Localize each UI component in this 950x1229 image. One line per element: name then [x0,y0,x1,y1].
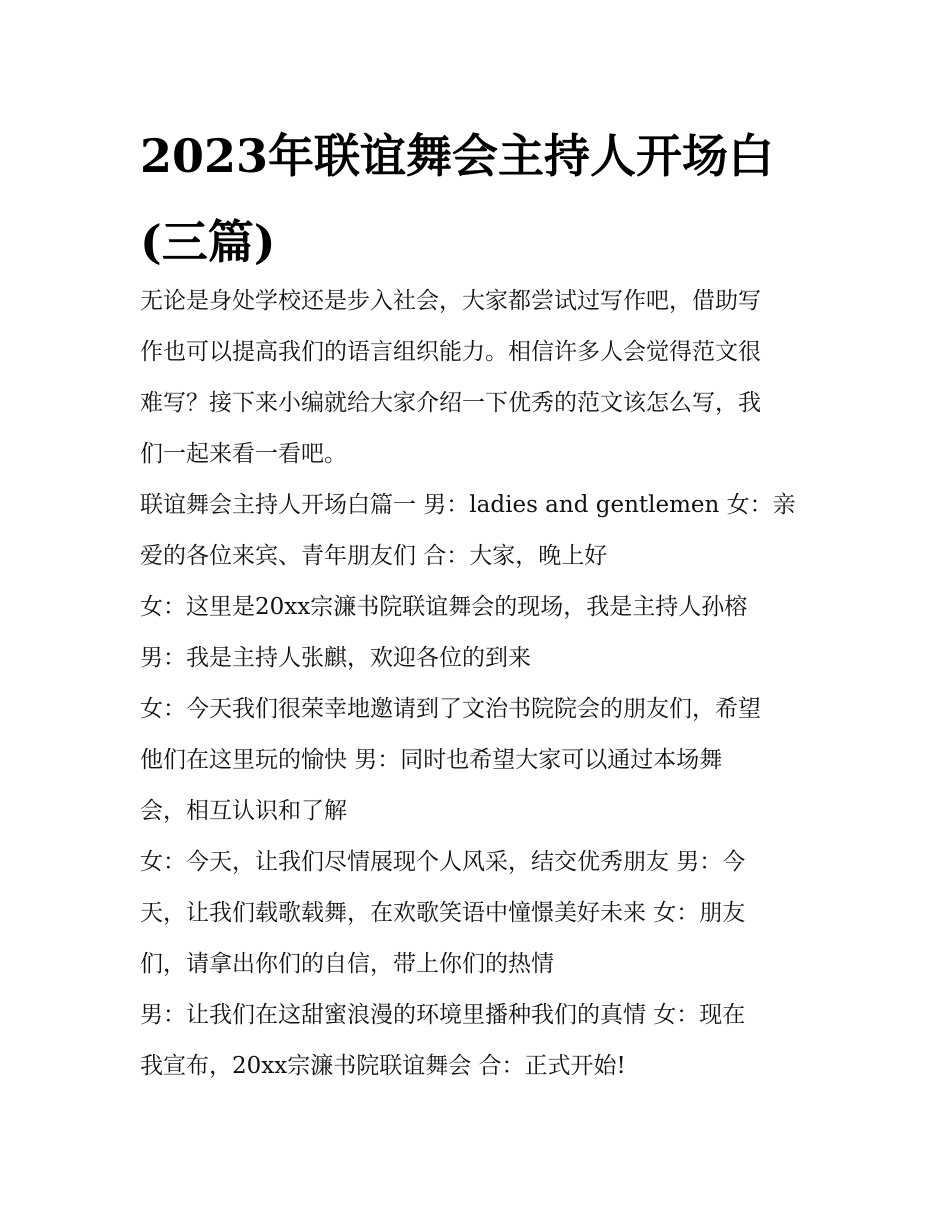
body-line: 我宣布，20xx宗濂书院联谊舞会 合：正式开始! [140,1053,626,1079]
body-line: 他们在这里玩的愉快 男：同时也希望大家可以通过本场舞 [140,747,723,773]
title-line-2: (三篇) [140,215,276,269]
body-line: 女：今天，让我们尽情展现个人风采，结交优秀朋友 男：今 [140,849,746,875]
body-line: 会，相互认识和了解 [140,798,347,824]
body-line: 女：今天我们很荣幸地邀请到了文治书院院会的朋友们，希望 [140,696,761,722]
document-body [140,276,820,1092]
title-line-1: 2023年联谊舞会主持人开场白 [140,129,775,183]
body-line: 作也可以提高我们的语言组织能力。相信许多人会觉得范文很 [140,339,761,365]
body-line: 联谊舞会主持人开场白篇一 男：ladies and gentlemen 女：亲 [140,492,796,518]
body-line: 们一起来看一看吧。 [140,441,347,467]
body-line: 天，让我们载歌载舞，在欢歌笑语中憧憬美好未来 女：朋友 [140,900,746,926]
body-line: 难写？接下来小编就给大家介绍一下优秀的范文该怎么写，我 [140,390,761,416]
body-line: 女：这里是20xx宗濂书院联谊舞会的现场，我是主持人孙榕 [140,594,748,620]
document-title [140,113,820,285]
body-line: 爱的各位来宾、青年朋友们 合：大家，晚上好 [140,543,608,569]
body-line: 男：我是主持人张麒，欢迎各位的到来 [140,645,531,671]
body-line: 男：让我们在这甜蜜浪漫的环境里播种我们的真情 女：现在 [140,1002,746,1028]
body-line: 无论是身处学校还是步入社会，大家都尝试过写作吧，借助写 [140,288,761,314]
body-line: 们，请拿出你们的自信，带上你们的热情 [140,951,554,977]
